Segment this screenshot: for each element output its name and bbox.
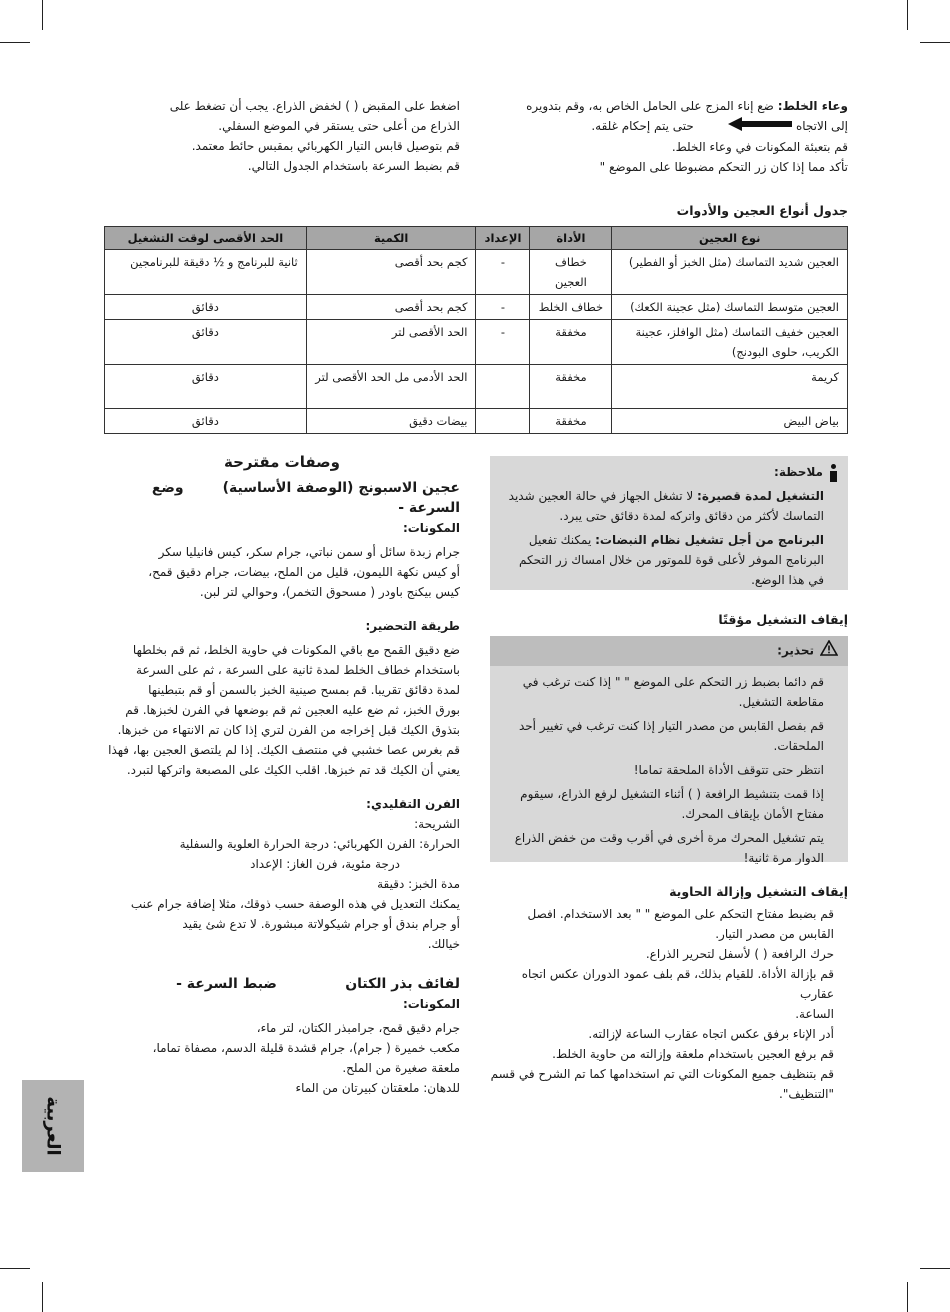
- warning-item: قم دائما بضبط زر التحكم على الموضع " " إذا كنت ترغب في مقاطعة التشغيل.: [522, 675, 824, 709]
- table-cell: كجم بحد أقصى: [306, 250, 476, 295]
- ingredient-line: ملعقة صغيرة من الملح.: [342, 1061, 460, 1075]
- prep-label: طريقة التحضير:: [365, 619, 460, 633]
- table-cell: [476, 365, 530, 409]
- language-tab: [22, 1080, 84, 1172]
- column-header: الحد الأقصى لوقت التشغيل: [105, 227, 307, 250]
- prep-line: باستخدام خطاف الخلط لمدة ثانية على السرعة ، ثم على السرعة: [136, 663, 460, 677]
- column-header: نوع العجين: [612, 227, 848, 250]
- table-row: [105, 365, 848, 409]
- oven-label: الفرن التقليدي:: [366, 797, 460, 811]
- warning-item: انتظر حتى تتوقف الأداة الملحقة تماما!: [633, 763, 824, 777]
- table-cell: -: [476, 250, 530, 295]
- table-cell: العجين خفيف التماسك (مثل الوافلز، عجينة الكريب، حلوى البودنج): [612, 320, 848, 365]
- prep-line: بتذوق الكيك قبل إخراجه من الفرن لتري إذا كان تم الانتهاء من خبزها.: [117, 723, 460, 737]
- table-cell: بياض البيض: [612, 409, 848, 434]
- warning-item: قم بفصل القابس من مصدر التيار إذا كنت ترغب في تغيير أحد الملحقات.: [518, 719, 824, 753]
- table-row: [105, 320, 848, 365]
- note-text: يمكنك تفعيل البرنامج الموفر لأعلى قوة للموتور من خلال امساك زر التحكم في هذا الوضع.: [519, 533, 824, 587]
- recipes-title: وصفات مقترحة: [224, 453, 340, 471]
- oven-line: مدة الخبز: دقيقة: [377, 877, 460, 891]
- table-title: جدول أنواع العجين والأدوات: [676, 203, 848, 218]
- table-header-row: [105, 227, 848, 250]
- instruction-line: اضغط على المقبض ( ) لخفض الذراع. يجب أن تضغط على: [169, 99, 460, 113]
- table-cell: مخفقة: [530, 409, 612, 434]
- prep-line: يعني أن الكيك قد تم خبزها. اقلب الكيك على المصبعة واتركها لتبرد.: [126, 763, 460, 777]
- column-header: الإعداد: [476, 227, 530, 250]
- note-label: التشغيل لمدة قصيرة:: [697, 489, 824, 503]
- instruction-line: قم بتنظيف جميع المكونات التي تم استخدامها كما تم الشرح في قسم: [490, 1067, 834, 1081]
- column-header: الأداة: [530, 227, 612, 250]
- linseed-title: لفائف بذر الكتان: [345, 976, 460, 992]
- oven-line: الحرارة: الفرن الكهربائي: درجة الحرارة العلوية والسفلية: [179, 837, 460, 851]
- note-box: [490, 456, 848, 590]
- lock-text: حتى يتم إحكام غلقه.: [591, 119, 694, 133]
- direction-text: إلى الاتجاه: [795, 119, 848, 133]
- lower-arm-section: [104, 96, 460, 176]
- sponge-title: عجين الاسبونج (الوصفة الأساسية): [222, 480, 460, 496]
- note-title: ملاحظة:: [774, 465, 823, 479]
- table-cell: العجين شديد التماسك (مثل الخبز أو الفطير): [612, 250, 848, 295]
- table-cell: بيضات دقيق: [306, 409, 476, 434]
- mixing-bowl-section: [490, 96, 848, 177]
- warning-box: [490, 636, 848, 865]
- stop-section: [490, 882, 848, 1104]
- instruction-line: قم بضبط السرعة باستخدام الجدول التالي.: [247, 159, 460, 173]
- table-cell: دقائق: [105, 295, 307, 320]
- adjust-line: أو جرام بندق أو جرام شيكولاتة مبشورة. لا تدع شئ يقيد: [182, 917, 460, 931]
- table-cell: [476, 409, 530, 434]
- table-cell: كجم بحد أقصى: [306, 295, 476, 320]
- note-text: لا تشغل الجهاز في حالة العجين شديد التماسك لأكثر من دقائق واتركه لمدة دقائق حتى يبرد.: [508, 489, 824, 523]
- adjust-line: يمكنك التعديل في هذه الوصفة حسب ذوقك، مثلا إضافة جرام عنب: [130, 897, 460, 911]
- table-cell: العجين متوسط التماسك (مثل عجينة الكعك): [612, 295, 848, 320]
- ingredients-label: المكونات:: [402, 997, 460, 1011]
- table-cell: الحد الأدمى مل الحد الأقصى لتر: [306, 365, 476, 409]
- column-header: الكمية: [306, 227, 476, 250]
- table-cell: خطاف العجين: [530, 250, 612, 295]
- mixing-bowl-text: ضع إناء المزج على الحامل الخاص به، وقم بتدويره: [526, 99, 774, 113]
- table-cell: -: [476, 295, 530, 320]
- prep-line: بورق الخبز، ثم ضع عليه العجين ثم قم بوضعها في الفرن لخبزها. قم: [125, 703, 460, 717]
- instruction-line: أدر الإناء برفق عكس اتجاه عقارب الساعة لإزالته.: [588, 1027, 834, 1041]
- dough-types-table: [104, 226, 848, 434]
- prep-line: قم بغرس عصا خشبي في منتصف الكيك. إذا لم يلتصق العجين بها، فهذا: [108, 743, 460, 757]
- prep-line: ضع دقيق القمح مع باقي المكونات في حاوية الخلط، ثم قم بخلطها: [132, 643, 460, 657]
- instruction-line: قم بضبط مفتاح التحكم على الموضع " " بعد الاستخدام. افصل: [527, 907, 834, 921]
- table-cell: كريمة: [612, 365, 848, 409]
- table-cell: دقائق: [105, 365, 307, 409]
- instruction-line: قم برفع العجين باستخدام ملعقة وإزالته من حاوية الخلط.: [552, 1047, 834, 1061]
- instruction-line: قم بإزالة الأداة. للقيام بذلك، قم بلف عمود الدوران عكس اتجاه عقارب: [521, 967, 834, 1001]
- note-label: البرنامج من أجل تشغيل نظام النبضات:: [595, 533, 824, 547]
- table-cell: خطاف الخلط: [530, 295, 612, 320]
- mixing-bowl-label: وعاء الخلط:: [777, 99, 848, 113]
- prep-line: لمدة دقائق تقريبا. قم بمسح صينية الخبز بالسمن أو قم بتبطينها: [148, 683, 460, 697]
- table-cell: دقائق: [105, 320, 307, 365]
- fill-bowl-text: قم بتعبئة المكونات في وعاء الخلط.: [671, 139, 848, 154]
- warning-item: يتم تشغيل المحرك مرة أخرى في أقرب وقت من خفض الذراع الدوار مرة ثانية!: [514, 831, 824, 865]
- instruction-line: الذراع من أعلى حتى يستقر في الموضع السفلي.: [218, 119, 460, 133]
- pause-heading: إيقاف التشغيل مؤقتًا: [718, 612, 848, 627]
- linseed-speed: ضبط السرعة -: [176, 976, 277, 992]
- arrow-left-icon: [728, 117, 792, 137]
- sponge-speed: وضع السرعة -: [151, 480, 460, 516]
- ingredient-line: جرام زبدة سائل أو سمن نباتي، جرام سكر، كيس فانيليا سكر: [158, 545, 460, 559]
- language-label: العربية: [42, 1096, 64, 1156]
- table-row: [105, 295, 848, 320]
- oven-line: الشريحة:: [414, 817, 460, 831]
- table-row: [105, 250, 848, 295]
- instruction-line: قم بتوصيل قابس التيار الكهربائي بمقبس حائط معتمد.: [191, 139, 460, 153]
- table-row: [105, 409, 848, 434]
- ingredients-label: المكونات:: [402, 521, 460, 535]
- warning-title: تحذير:: [777, 643, 814, 658]
- ingredient-line: مكعب خميرة ( جرام)، جرام قشدة قليلة الدسم، مصفاة تماما،: [152, 1041, 460, 1055]
- table-cell: -: [476, 320, 530, 365]
- ingredient-line: أو كيس نكهة الليمون، قليل من الملح، بيضات، جرام دقيق قمح،: [148, 565, 460, 579]
- table-cell: مخفقة: [530, 365, 612, 409]
- instruction-line: "التنظيف".: [779, 1087, 834, 1101]
- table-cell: الحد الأقصى لتر: [306, 320, 476, 365]
- ingredient-line: كيس بيكنج باودر ( مسحوق التخمر)، وحوالي لتر لبن.: [199, 585, 460, 599]
- warning-item: إذا قمت بتنشيط الرافعة ( ) أثناء التشغيل لرفع الذراع، سيقوم مفتاح الأمان بإيقاف المحرك.: [520, 787, 824, 821]
- warning-icon: [820, 640, 838, 662]
- instruction-line: الساعة.: [795, 1007, 834, 1021]
- ingredient-line: للدهان: ملعقتان كبيرتان من الماء: [295, 1081, 460, 1095]
- table-cell: دقائق: [105, 409, 307, 434]
- adjust-line: خيالك.: [427, 937, 460, 951]
- info-icon: [829, 464, 838, 482]
- instruction-line: القابس من مصدر التيار.: [715, 927, 834, 941]
- oven-line: درجة مئوية، فرن الغاز: الإعداد: [250, 857, 400, 871]
- table-cell: مخفقة: [530, 320, 612, 365]
- table-cell: ثانية للبرنامج و ½ دقيقة للبرنامجين: [105, 250, 307, 295]
- stop-heading: إيقاف التشغيل وإزالة الحاوية: [669, 884, 848, 899]
- check-knob-text: تأكد مما إذا كان زر التحكم مضبوطا على الموضع ": [599, 159, 848, 174]
- recipes-section: [104, 452, 460, 1098]
- ingredient-line: جرام دقيق قمح، جرامبذر الكتان، لتر ماء،: [256, 1021, 460, 1035]
- instruction-line: حرك الرافعة ( ) لأسفل لتحرير الذراع.: [645, 947, 834, 961]
